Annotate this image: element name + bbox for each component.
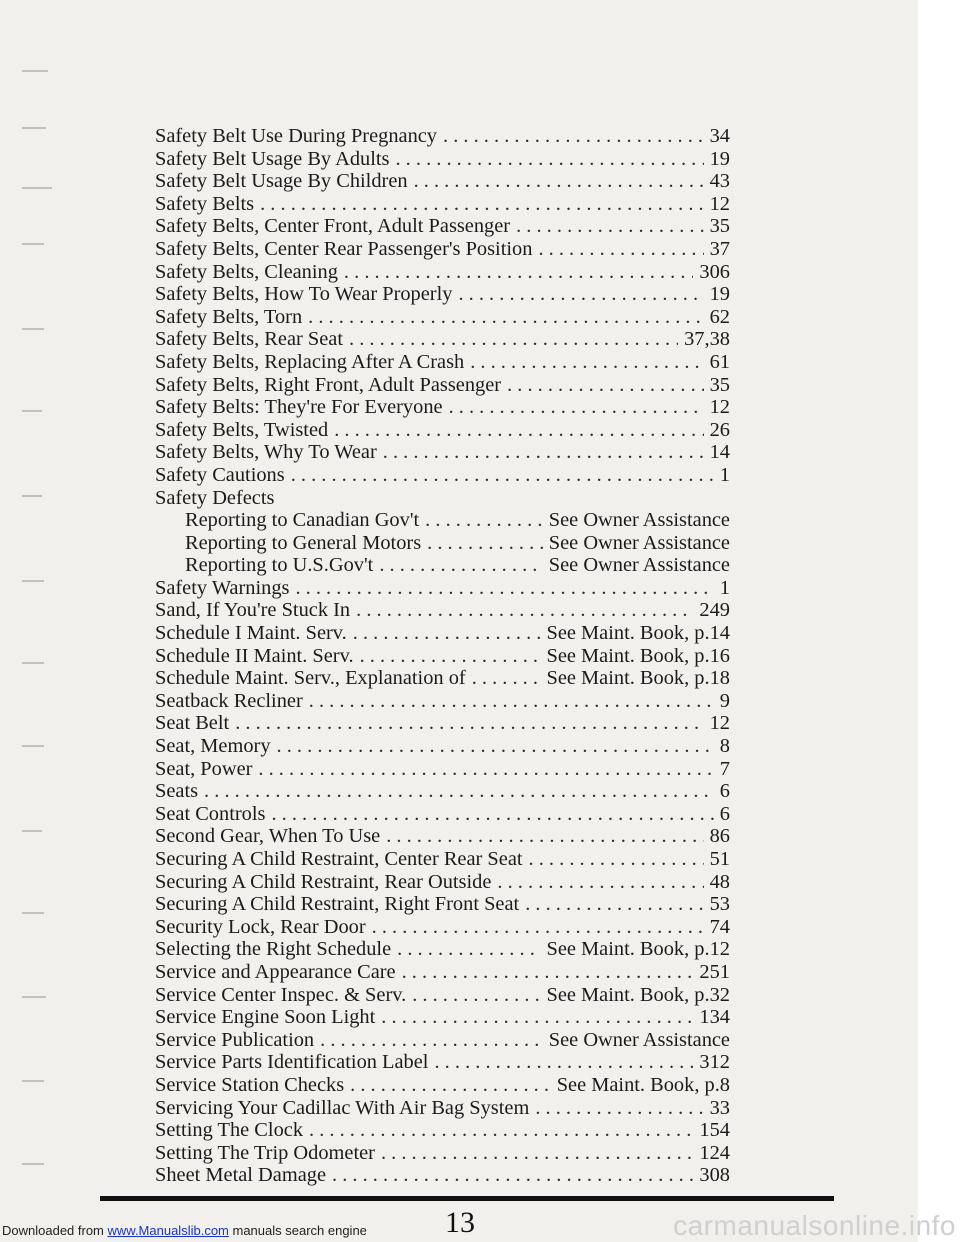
entry-page-ref: 306 (699, 260, 730, 283)
entry-term: Schedule Maint. Serv., Explanation of (155, 667, 466, 690)
dot-leader (458, 283, 703, 306)
entry-page-ref: 19 (709, 147, 730, 170)
index-entry (155, 825, 730, 848)
margin-tick (22, 1163, 44, 1165)
entry-term: Sand, If You're Stuck In (155, 599, 351, 622)
entry-term: Service and Appearance Care (155, 960, 396, 983)
entry-term: Securing A Child Restraint, Rear Outside (155, 870, 492, 893)
dot-leader (349, 328, 678, 351)
dot-leader (235, 712, 703, 735)
entry-term: Service Parts Identification Label (155, 1051, 429, 1074)
entry-term: Safety Belts, Torn (155, 305, 303, 328)
entry-page-ref: See Maint. Book, p.18 (546, 667, 730, 690)
entry-page-ref: 26 (709, 418, 730, 441)
dot-leader (414, 170, 704, 193)
entry-term: Safety Belts, Cleaning (155, 260, 338, 283)
dot-leader (277, 735, 714, 758)
entry-term: Selecting the Right Schedule (155, 938, 392, 961)
index-entry (155, 848, 730, 871)
dot-leader (271, 803, 713, 826)
entry-term: Seat Controls (155, 802, 266, 825)
dot-leader (379, 554, 542, 577)
index-entry (155, 125, 730, 148)
margin-tick (22, 127, 46, 129)
entry-term: Service Publication (155, 1028, 315, 1051)
dot-leader (525, 893, 703, 916)
entry-term: Safety Belts, Center Rear Passenger's Position (155, 237, 533, 260)
entry-page-ref: 34 (709, 125, 730, 147)
entry-term: Seat, Power (155, 757, 253, 780)
dot-leader (291, 464, 714, 487)
dot-leader (204, 780, 714, 803)
dot-leader (516, 215, 704, 238)
entry-term: Schedule I Maint. Serv. (155, 622, 347, 645)
dot-leader (443, 125, 704, 148)
entry-term: Safety Belts, Rear Seat (155, 328, 343, 351)
index-entry (155, 893, 730, 916)
entry-page-ref: 12 (709, 712, 730, 735)
index-entry (155, 396, 730, 419)
entry-page-ref: 43 (709, 170, 730, 193)
entry-term: Reporting to General Motors (185, 531, 422, 554)
entry-page-ref: 53 (709, 893, 730, 916)
index-entry (155, 148, 730, 171)
dot-leader (309, 1119, 693, 1142)
index-entry (155, 238, 730, 261)
entry-term: Reporting to Canadian Gov't (185, 509, 420, 532)
index-entry (155, 261, 730, 284)
manualslib-link[interactable]: www.Manualslib.com (107, 1223, 229, 1238)
margin-tick-marks (22, 0, 62, 1242)
index-entry (155, 419, 730, 442)
entry-page-ref: See Maint. Book, p.8 (556, 1073, 730, 1096)
margin-tick (22, 70, 48, 72)
entry-term: Safety Belt Use During Pregnancy (155, 125, 438, 147)
margin-tick (22, 580, 44, 582)
entry-term: Safety Belt Usage By Children (155, 170, 408, 193)
entry-term: Service Station Checks (155, 1073, 345, 1096)
entry-term: Service Engine Soon Light (155, 1006, 376, 1029)
dot-leader (309, 690, 714, 713)
entry-page-ref: 48 (709, 870, 730, 893)
entry-term: Securing A Child Restraint, Right Front Seat (155, 893, 520, 916)
entry-page-ref: See Owner Assistance (548, 531, 730, 554)
margin-tick (22, 187, 52, 189)
dot-leader (332, 1164, 693, 1187)
index-entry (155, 351, 730, 374)
margin-tick (22, 495, 42, 497)
entry-page-ref: See Maint. Book, p.12 (546, 938, 730, 961)
margin-tick (22, 328, 44, 330)
dot-leader (472, 667, 541, 690)
dot-leader (308, 306, 703, 329)
entry-term: Sheet Metal Damage (155, 1164, 326, 1187)
dot-leader (356, 599, 693, 622)
dot-leader (529, 848, 704, 871)
margin-tick (22, 410, 42, 412)
entry-term: Securing A Child Restraint, Center Rear Seat (155, 848, 523, 870)
entry-page-ref: 249 (699, 599, 730, 622)
entry-term: Safety Belts, Twisted (155, 418, 329, 441)
entry-page-ref: 35 (709, 373, 730, 396)
dot-leader (427, 532, 543, 555)
index-entry (155, 1119, 730, 1142)
index-entry (155, 215, 730, 238)
entry-page-ref: 6 (719, 802, 730, 825)
entry-page-ref: See Maint. Book, p.14 (546, 622, 730, 645)
entry-term: Seatback Recliner (155, 689, 303, 712)
entry-page-ref: 19 (709, 283, 730, 306)
margin-tick (22, 243, 44, 245)
index-heading (155, 487, 730, 510)
entry-page-ref: 62 (709, 305, 730, 328)
entry-page-ref: 8 (719, 735, 730, 758)
entry-term: Safety Belts (155, 192, 255, 215)
index-entry (155, 645, 730, 668)
index-entry (155, 1142, 730, 1165)
entry-page-ref: 6 (719, 780, 730, 803)
index-entry (155, 577, 730, 600)
dot-leader (320, 1029, 543, 1052)
entry-term: Safety Belts: They're For Everyone (155, 396, 443, 419)
index-list (155, 125, 730, 1187)
entry-page-ref: 1 (719, 576, 730, 599)
entry-page-ref: See Owner Assistance (548, 554, 730, 577)
margin-tick (22, 912, 44, 914)
entry-term: Safety Defects (155, 486, 275, 509)
index-entry (155, 374, 730, 397)
entry-page-ref: 61 (709, 350, 730, 373)
entry-page-ref: 51 (709, 848, 730, 870)
download-footer (2, 1223, 367, 1238)
entry-page-ref: 74 (709, 915, 730, 938)
entry-term: Safety Cautions (155, 463, 285, 486)
entry-page-ref: 312 (699, 1051, 730, 1074)
entry-term: Seat Belt (155, 712, 230, 735)
index-entry (155, 961, 730, 984)
margin-tick (22, 1080, 44, 1082)
index-entry (155, 170, 730, 193)
entry-page-ref: 7 (719, 757, 730, 780)
index-subentry (155, 532, 730, 555)
dot-leader (449, 396, 704, 419)
entry-page-ref: 9 (719, 689, 730, 712)
watermark-text: carmanualsonline.info (673, 1210, 956, 1241)
entry-term: Schedule II Maint. Serv. (155, 644, 354, 667)
footer-suffix: manuals search engine (228, 1223, 367, 1238)
entry-page-ref: 35 (709, 215, 730, 238)
entry-page-ref: 154 (699, 1119, 730, 1142)
entry-page-ref: 308 (699, 1164, 730, 1187)
page-number: 13 (445, 1206, 475, 1239)
entry-page-ref: See Owner Assistance (548, 1028, 730, 1051)
index-entry (155, 441, 730, 464)
entry-page-ref: 33 (709, 1096, 730, 1119)
margin-tick (22, 830, 42, 832)
entry-term: Service Center Inspec. & Serv. (155, 983, 407, 1006)
margin-tick (22, 662, 44, 664)
index-entry (155, 712, 730, 735)
index-subentry (155, 554, 730, 577)
dot-leader (381, 1006, 693, 1029)
entry-term: Safety Belts, Right Front, Adult Passenger (155, 373, 502, 396)
entry-term: Setting The Trip Odometer (155, 1141, 375, 1164)
index-entry (155, 599, 730, 622)
index-entry (155, 622, 730, 645)
entry-page-ref: 1 (719, 463, 730, 486)
entry-page-ref: 124 (699, 1141, 730, 1164)
entry-page-ref: 12 (709, 192, 730, 215)
dot-leader (535, 1097, 703, 1120)
index-entry (155, 803, 730, 826)
dot-leader (295, 577, 713, 600)
entry-term: Safety Belts, Why To Wear (155, 441, 377, 464)
dot-leader (386, 825, 703, 848)
index-entry (155, 306, 730, 329)
dot-leader (350, 1074, 551, 1097)
dot-leader (402, 961, 694, 984)
dot-leader (334, 419, 703, 442)
entry-page-ref: See Maint. Book, p.16 (546, 644, 730, 667)
index-entry (155, 871, 730, 894)
dot-leader (425, 509, 543, 532)
dot-leader (383, 441, 704, 464)
dot-leader (381, 1142, 693, 1165)
dot-leader (412, 984, 540, 1007)
index-entry (155, 735, 730, 758)
index-entry (155, 780, 730, 803)
dot-leader (344, 261, 693, 284)
dot-leader (260, 193, 704, 216)
entry-term: Setting The Clock (155, 1119, 304, 1142)
entry-term: Safety Belts, Replacing After A Crash (155, 350, 465, 373)
entry-term: Security Lock, Rear Door (155, 915, 366, 938)
index-entry (155, 690, 730, 713)
footer-prefix: Downloaded from (2, 1223, 108, 1238)
dot-leader (372, 916, 704, 939)
dot-leader (470, 351, 703, 374)
entry-page-ref: 14 (709, 441, 730, 464)
index-entry (155, 1097, 730, 1120)
dot-leader (397, 938, 540, 961)
entry-term: Seats (155, 780, 199, 803)
index-entry (155, 984, 730, 1007)
index-entry (155, 283, 730, 306)
dot-leader (360, 645, 541, 668)
entry-page-ref: See Maint. Book, p.32 (546, 983, 730, 1006)
index-entry (155, 667, 730, 690)
dot-leader (258, 758, 713, 781)
index-entry (155, 1029, 730, 1052)
index-entry (155, 193, 730, 216)
entry-term: Safety Belt Usage By Adults (155, 147, 390, 170)
dot-leader (507, 374, 704, 397)
entry-term: Servicing Your Cadillac With Air Bag System (155, 1096, 530, 1119)
index-entry (155, 916, 730, 939)
index-entry (155, 758, 730, 781)
entry-term: Safety Belts, Center Front, Adult Passenger (155, 215, 511, 238)
dot-leader (395, 148, 703, 171)
entry-page-ref: 251 (699, 960, 730, 983)
index-entry (155, 1051, 730, 1074)
entry-page-ref: 134 (699, 1006, 730, 1029)
entry-term: Safety Belts, How To Wear Properly (155, 283, 453, 306)
entry-term: Safety Warnings (155, 576, 290, 599)
dot-leader (497, 871, 703, 894)
entry-term: Second Gear, When To Use (155, 825, 381, 848)
footer-rule (100, 1196, 834, 1201)
entry-page-ref: 86 (709, 825, 730, 848)
entry-term: Seat, Memory (155, 735, 271, 758)
dot-leader (538, 238, 703, 261)
index-entry (155, 328, 730, 351)
entry-term: Reporting to U.S.Gov't (185, 554, 374, 577)
index-entry (155, 464, 730, 487)
dot-leader (353, 622, 541, 645)
entry-page-ref: 37,38 (684, 328, 730, 351)
index-subentry (155, 509, 730, 532)
entry-page-ref: 37 (709, 237, 730, 260)
index-entry (155, 938, 730, 961)
dot-leader (434, 1051, 693, 1074)
index-entry (155, 1006, 730, 1029)
index-entry (155, 1164, 730, 1187)
entry-page-ref: 12 (709, 396, 730, 419)
margin-tick (22, 745, 44, 747)
index-entry (155, 1074, 730, 1097)
entry-page-ref: See Owner Assistance (548, 509, 730, 532)
margin-tick (22, 996, 46, 998)
